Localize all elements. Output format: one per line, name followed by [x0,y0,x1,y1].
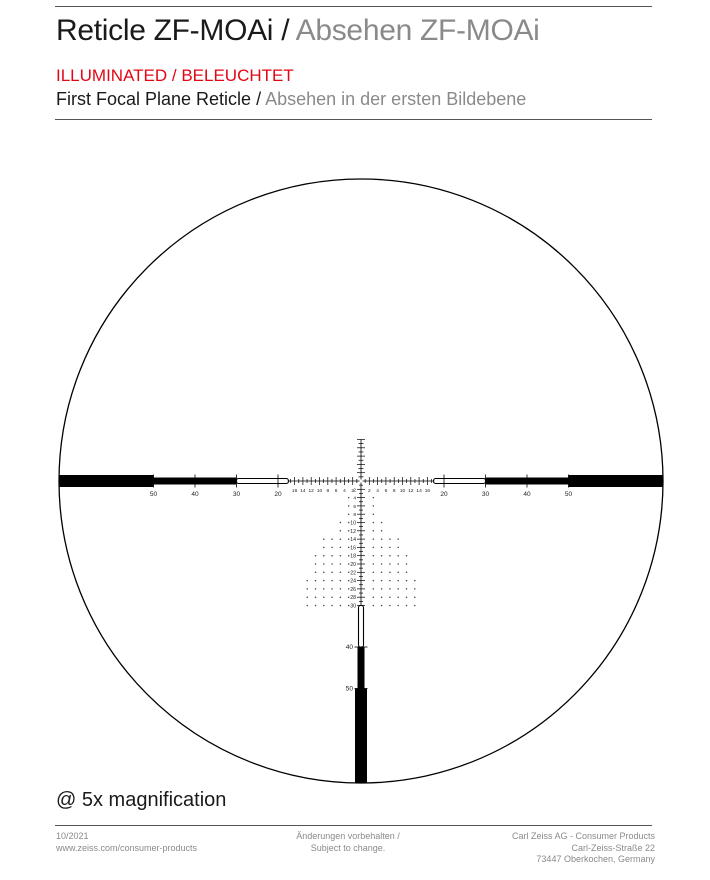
reticle-holdover-dot [348,522,350,524]
reticle-holdover-dot [331,588,333,590]
reticle-holdover-dot [373,513,375,515]
reticle-holdover-dot [406,572,408,574]
reticle-holdover-dot [323,572,325,574]
reticle-holdover-dot [381,522,383,524]
reticle-holdover-dot [348,588,350,590]
reticle-holdover-dot [381,572,383,574]
reticle-holdover-dot [373,572,375,574]
reticle-holdover-dot [348,538,350,540]
reticle-holdover-dot [397,605,399,607]
reticle-holdover-dot [373,547,375,549]
reticle-holdover-dot [315,596,317,598]
reticle-label-vertical: 4 [353,496,356,502]
reticle-holdover-dot [381,596,383,598]
reticle-holdover-dot [348,605,350,607]
reticle-holdover-dot [306,588,308,590]
reticle-label-left: 2 [351,489,355,494]
reticle-label-vertical: 22 [350,570,356,577]
magnification-note: @ 5x magnification [56,789,227,811]
reticle-holdover-dot [381,555,383,557]
reticle-holdover-dot [315,588,317,590]
reticle-medium-post-bottom [358,647,365,689]
reticle-holdover-dot [340,580,342,582]
reticle-holdover-dot [414,605,416,607]
reticle-holdover-dot [323,580,325,582]
reticle-holdover-dot [340,538,342,540]
reticle-holdover-dot [373,605,375,607]
reticle-holdover-dot [348,580,350,582]
reticle-holdover-dot [406,580,408,582]
reticle-holdover-dot [315,563,317,565]
footer-url: www.zeiss.com/consumer-products [56,842,198,853]
title-separator: / [273,14,296,47]
reticle-label-left: 12 [308,489,314,494]
reticle-holdover-dot [397,555,399,557]
reticle-holdover-dot [348,555,350,557]
reticle-label-vertical: 24 [350,578,356,585]
reticle-holdover-dot [348,505,350,507]
reticle-holdover-dot [373,505,375,507]
reticle-illuminated-bar-bottom [359,606,364,648]
reticle-holdover-dot [373,530,375,532]
reticle-holdover-dot [323,605,325,607]
reticle-label-right: 8 [392,489,396,494]
illuminated-label: ILLUMINATED / BELEUCHTET [56,66,294,85]
reticle-holdover-dot [306,596,308,598]
footer-notice-german: Änderungen vorbehalten / [296,831,400,841]
reticle-holdover-dot [331,563,333,565]
reticle-label-vertical: 18 [350,553,356,560]
reticle-label-vertical: 10 [350,520,356,527]
reticle-holdover-dot [414,588,416,590]
reticle-holdover-dot [373,497,375,499]
reticle-holdover-dot [315,580,317,582]
reticle-holdover-dot [414,580,416,582]
reticle-holdover-dot [315,555,317,557]
reticle-label-right: 2 [367,489,371,494]
reticle-label-left: 8 [326,489,330,494]
reticle-label-right: 6 [384,489,388,494]
reticle-holdover-dot [323,563,325,565]
reticle-holdover-dot [406,605,408,607]
reticle-label-right: 40 [523,491,531,498]
reticle-holdover-dot [397,588,399,590]
reticle-holdover-dot [373,588,375,590]
reticle-label-right: 12 [408,489,414,494]
reticle-label-right: 30 [481,491,490,498]
footer-center [248,831,448,854]
reticle-holdover-dot [340,522,342,524]
reticle-holdover-dot [406,596,408,598]
reticle-holdover-dot [306,580,308,582]
reticle-holdover-dot [389,596,391,598]
reticle-holdover-dot [389,547,391,549]
reticle-holdover-dot [348,572,350,574]
reticle-holdover-dot [373,596,375,598]
reticle-holdover-dot [323,547,325,549]
footer-city: 73447 Oberkochen, Germany [536,854,655,864]
reticle-holdover-dot [397,596,399,598]
ffp-german: Absehen in der ersten Bildebene [265,89,527,109]
reticle-label-left: 50 [149,491,158,498]
reticle-holdover-dot [389,580,391,582]
reticle-label-right: 10 [399,489,406,494]
reticle-holdover-dot [373,538,375,540]
reticle-holdover-dot [340,596,342,598]
reticle-holdover-dot [397,547,399,549]
reticle-holdover-dot [373,580,375,582]
reticle-holdover-dot [331,547,333,549]
reticle-holdover-dot [406,555,408,557]
footer-rule [55,825,652,826]
reticle-holdover-dot [381,563,383,565]
reticle-holdover-dot [348,596,350,598]
reticle-holdover-dot [373,555,375,557]
reticle-holdover-dot [323,555,325,557]
reticle-label-left: 20 [274,491,282,498]
reticle-holdover-dot [389,538,391,540]
reticle-label-left: 40 [191,491,199,498]
footer-notice-english: Subject to change. [310,842,386,853]
reticle-label-vertical: 12 [350,528,356,535]
reticle-holdover-dot [381,538,383,540]
reticle-label-vertical: 50 [345,685,353,693]
reticle-label-left: 30 [232,491,241,498]
footer-date: 10/2021 [56,831,89,841]
reticle-holdover-dot [389,605,391,607]
reticle-label-left: 14 [300,489,306,494]
reticle-label-vertical: 26 [350,586,356,593]
footer-street: Carl-Zeiss-Straße 22 [571,842,655,853]
reticle-holdover-dot [340,530,342,532]
reticle-illuminated-bar-left [237,479,289,484]
reticle-holdover-dot [348,563,350,565]
reticle-holdover-dot [348,497,350,499]
reticle-holdover-dot [340,605,342,607]
reticle-label-left: 4 [343,489,346,494]
reticle-label-vertical: 16 [350,545,356,552]
reticle-holdover-dot [381,605,383,607]
footer-left [56,831,197,854]
reticle-label-vertical: 14 [350,537,356,544]
reticle-label-right: 50 [564,491,573,498]
reticle-holdover-dot [323,596,325,598]
reticle-holdover-dot [306,605,308,607]
reticle-label-vertical: 30 [350,603,356,610]
reticle-holdover-dot [381,530,383,532]
reticle-thick-post-left [59,475,154,487]
reticle-label-vertical: 6 [353,504,356,510]
title-german: Absehen ZF-MOAi [295,14,540,47]
reticle-holdover-dot [397,538,399,540]
reticle-holdover-dot [331,538,333,540]
title-main: Reticle ZF-MOAi [56,14,274,47]
reticle-holdover-dot [323,538,325,540]
reticle-holdover-dot [381,547,383,549]
reticle-holdover-dot [406,588,408,590]
reticle-holdover-dot [331,555,333,557]
reticle-holdover-dot [389,588,391,590]
reticle-label-left: 6 [334,489,338,494]
reticle-holdover-dot [397,580,399,582]
reticle-holdover-dot [348,547,350,549]
reticle-holdover-dot [414,596,416,598]
reticle-holdover-dot [348,513,350,515]
reticle-label-vertical: 8 [353,513,356,519]
ffp-main: First Focal Plane Reticle [56,89,252,109]
reticle-holdover-dot [315,572,317,574]
reticle-holdover-dot [331,596,333,598]
reticle-label-right: 4 [376,489,379,494]
reticle-holdover-dot [315,605,317,607]
reticle-holdover-dot [340,563,342,565]
reticle-holdover-dot [340,555,342,557]
reticle-holdover-dot [340,588,342,590]
reticle-holdover-dot [373,563,375,565]
reticle-label-right: 16 [424,489,431,494]
reticle-label-vertical: 2 [353,488,356,494]
reticle-holdover-dot [381,588,383,590]
reticle-holdover-dot [331,605,333,607]
reticle-illuminated-bar-right [434,479,486,484]
reticle-holdover-dot [397,572,399,574]
reticle-holdover-dot [331,580,333,582]
reticle-holdover-dot [373,522,375,524]
ffp-separator: / [251,89,266,109]
reticle-thick-post-right [569,475,664,487]
reticle-holdover-dot [389,572,391,574]
reticle-label-vertical: 40 [345,644,353,651]
reticle-holdover-dot [389,555,391,557]
reticle-label-vertical: 20 [350,562,356,568]
reticle-thick-post-bottom [355,689,367,784]
reticle-holdover-dot [323,588,325,590]
footer-right [512,831,655,866]
reticle-label-left: 16 [291,489,298,494]
reticle-holdover-dot [348,530,350,532]
reticle-holdover-dot [389,563,391,565]
reticle-holdover-dot [340,572,342,574]
reticle-label-vertical: 28 [350,595,356,602]
reticle-label-right: 14 [416,489,422,494]
reticle-holdover-dot [340,547,342,549]
reticle-label-right: 20 [440,491,448,498]
reticle-label-left: 10 [316,489,323,494]
reticle-holdover-dot [397,563,399,565]
footer-company: Carl Zeiss AG - Consumer Products [511,831,655,841]
reticle-holdover-dot [331,572,333,574]
reticle-holdover-dot [406,563,408,565]
reticle-holdover-dot [381,580,383,582]
